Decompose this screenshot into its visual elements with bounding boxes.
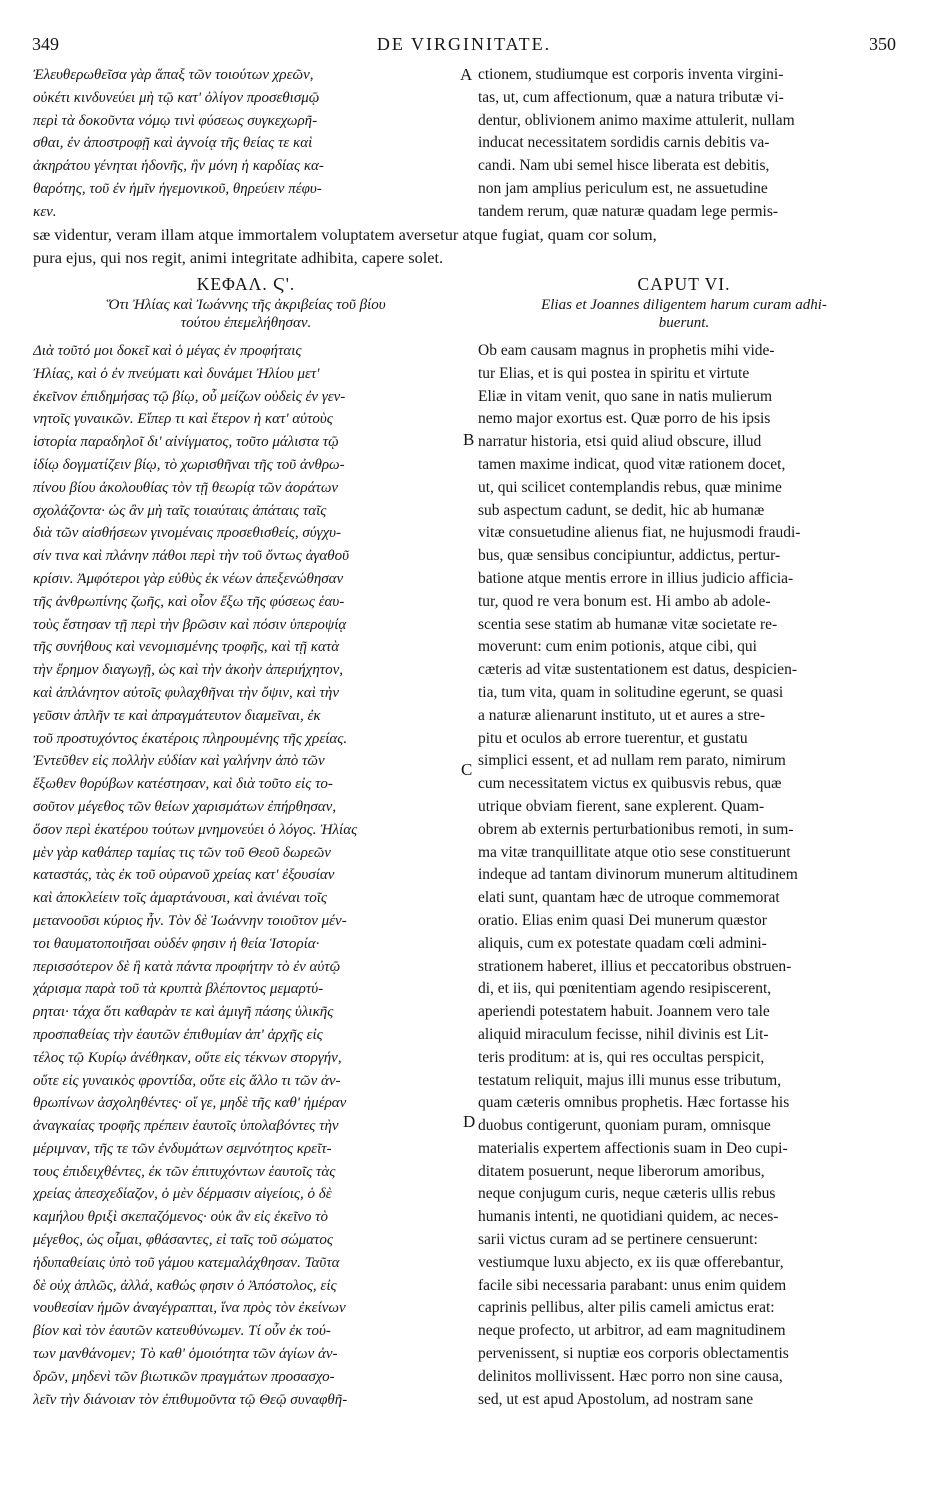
- text-line: aperiendi potestatem habuit. Joannem vero tale: [478, 1003, 770, 1021]
- text-line: aliquis, cum ex potestate quadam cœli admini-: [478, 934, 767, 952]
- text-line: duobus contigerunt, quoniam puram, omnisque: [478, 1117, 771, 1135]
- page-number-left: 349: [32, 34, 59, 54]
- text-line: βίον καὶ τὸν ἑαυτῶν κατευθύνωμεν. Τί οὖν ἐκ τού-: [33, 1323, 331, 1340]
- text-line: γεῦσιν ἁπλῆν τε καὶ ἀπραγμάτευτον διαμεῖναι, ἐκ: [33, 707, 321, 724]
- subtitle-line: Elias et Joannes diligentem harum curam adhi-: [541, 297, 827, 313]
- latin-chapter: [478, 272, 890, 1411]
- margin-letter-c: C: [461, 760, 473, 779]
- text-line: θρωπίνων ἀσχοληθέντες· οἵ γε, μηδὲ τῆς καθ' ἡμέραν: [33, 1095, 347, 1112]
- text-line: νητοῖς γυναικῶν. Εἴπερ τι καὶ ἕτερον ἡ κατ' αὐτοὺς: [33, 411, 333, 428]
- text-line: καὶ ἀπλάνητον αὐτοῖς φυλαχθῆναι τὴν ὄψιν, καὶ τὴν: [33, 684, 339, 701]
- text-line: utrique obviam fierent, sane explerent. Quam-: [478, 797, 765, 815]
- text-line: strationem haberet, illius et peccatoribus obstruen-: [478, 957, 792, 975]
- text-line: χάρισμα παρὰ τοῦ τὰ κρυπτὰ βλέποντος μεμαρτύ-: [33, 981, 324, 998]
- text-line: ἱστορία παραδηλοῖ δι' αἰνίγματος, τοῦτο μάλιστα τῷ: [33, 434, 339, 451]
- text-line: caprinis pellibus, alter pilis cameli amictus erat:: [478, 1299, 775, 1317]
- text-line: obrem ab externis perturbationibus remoti, in sum-: [478, 820, 794, 838]
- text-line: ἀναγκαίας τροφῆς πρέπειν ἑαυτοῖς ὑπολαβόντες τὴν: [33, 1118, 339, 1135]
- text-line: Ἐντεῦθεν εἰς πολλὴν εὐδίαν καὶ γαλήνην ἀπὸ τῶν: [33, 753, 325, 770]
- text-line: τῆς ἀνθρωπίνης ζωῆς, καὶ οἷον ἔξω τῆς φύσεως ἑαυ-: [33, 593, 345, 610]
- text-line: ut, qui scilicet contemplandis rebus, quæ minime: [478, 478, 782, 496]
- text-line: σθαι, ἐν ἀποστροφῇ καὶ ἀγνοίᾳ τῆς θείας τε καὶ: [33, 135, 313, 152]
- text-line: κεν.: [33, 203, 57, 220]
- text-line: cæteris ad vitæ sustentationem est datus, despicien-: [478, 661, 797, 679]
- text-line: dentur, oblivionem animo maxime attulerit, nullam: [478, 111, 795, 129]
- text-line: ditatem posuerunt, neque liberorum amoribus,: [478, 1162, 765, 1180]
- latin-intro-column: [478, 64, 890, 224]
- page-number-right: 350: [869, 34, 896, 54]
- text-line: οὔτε εἰς γυναικὸς φροντίδα, οὔτε εἰς ἄλλο τι τῶν ἀν-: [33, 1072, 341, 1089]
- text-line: τοι θαυματοποιῆσαι οὐδέν φησιν ἡ θεία Ἱστορία·: [33, 935, 320, 952]
- subtitle-line: buerunt.: [658, 315, 710, 331]
- text-line: σίν τινα καὶ πλάνην πάθοι περὶ τὴν τοῦ ὄντως ἀγαθοῦ: [33, 548, 349, 565]
- text-line: tur, quod re vera bonum est. Hi ambo ab adole-: [478, 592, 771, 610]
- text-line: τῆς συνήθους καὶ νενομισμένης τροφῆς, καὶ τῇ κατὰ: [33, 639, 340, 656]
- text-line: πίνου βίου ἀκολουθίας τὸν τῇ θεωρίᾳ τῶν ἀοράτων: [33, 479, 339, 496]
- text-line: batione atque mentis errore in illius judicio afficia-: [478, 569, 794, 587]
- text-line: pervenissent, si nuptiæ eos corporis oblectamentis: [478, 1345, 789, 1363]
- text-line: περὶ τὰ δοκοῦντα νόμῳ τινὶ φύσεως συγκεχωρῆ-: [33, 112, 318, 129]
- text-line: elati sunt, quantam hæc de utroque commemorat: [478, 889, 780, 907]
- text-line: διὰ τῶν αἰσθήσεων γινομέναις προσεθισθείς, σύγχυ-: [33, 525, 342, 542]
- text-line: cum necessitatem victus ex quibusvis rebus, quæ: [478, 775, 782, 793]
- text-line: ρηται· τάχα ὅτι καθαρὰν τε καὶ ἀμιγῆ πάσης ὑλικῆς: [33, 1004, 334, 1021]
- text-line: ἔξωθεν θορύβων κατέστησαν, καὶ διὰ τοῦτο εἰς το-: [33, 776, 333, 793]
- text-line: tandem rerum, quæ naturæ quadam lege permis-: [478, 202, 779, 220]
- text-line: μὲν γὰρ καθάπερ ταμίας τις τῶν τοῦ Θεοῦ δωρεῶν: [33, 844, 331, 861]
- text-line: τοὺς ἔστησαν τῇ περὶ τὴν βρῶσιν καὶ πόσιν ὑπεροψίᾳ: [33, 616, 347, 633]
- text-line: μέγεθος, ὡς οἶμαι, φθάσαντες, εἰ ταῖς τοῦ σώματος: [33, 1232, 334, 1249]
- latin-chapter-heading: CAPUT VI.: [637, 274, 731, 294]
- text-line: οὐκέτι κινδυνεύει μὴ τῷ κατ' ὀλίγον προσεθισμῷ: [33, 89, 320, 106]
- text-line: ἀκηράτου γένηται ἡδονῆς, ἣν μόνη ἡ καρδίας κα-: [33, 158, 324, 175]
- text-line: Ob eam causam magnus in prophetis mihi vide-: [478, 342, 775, 359]
- text-line: Ἐλευθερωθεῖσα γὰρ ἅπαξ τῶν τοιούτων χρεῶν,: [33, 67, 314, 83]
- text-line: ctionem, studiumque est corporis inventa virgini-: [478, 66, 784, 83]
- text-line: sed, ut est apud Apostolum, ad nostram sane: [478, 1390, 754, 1408]
- text-line: ἰδίῳ δογματίζειν βίῳ, τὸ χωρισθῆναι τῆς τοῦ ἀνθρω-: [33, 456, 345, 473]
- text-line: τέλος τῷ Κυρίῳ ἀνέθηκαν, οὔτε εἰς τέκνων στοργήν,: [33, 1049, 342, 1066]
- text-line: Eliæ in vitam venit, quo sane in natis mulierum: [478, 387, 773, 405]
- latin-chapter-subtitle: [478, 296, 890, 332]
- text-line: non jam amplius periculum est, ne assuetudine: [478, 179, 768, 197]
- text-line: προσπαθείας τὴν ἑαυτῶν ἐπιθυμίαν ἀπ' ἀρχῆς εἰς: [33, 1026, 323, 1043]
- text-line: inducat necessitatem sordidis carnis debitis va-: [478, 134, 770, 152]
- text-line: δρῶν, μηδενὶ τῶν βιωτικῶν πραγμάτων προσασχο-: [33, 1368, 335, 1385]
- text-line: δὲ οὐχ ἁπλῶς, ἀλλά, καθώς φησιν ὁ Ἀπόστολος, εἰς: [33, 1277, 337, 1294]
- text-line: facile sibi necessaria parabant: unus enim quidem: [478, 1276, 787, 1294]
- text-line: candi. Nam ubi semel hisce liberata est debitis,: [478, 157, 770, 175]
- text-line: nemo major exortus est. Quæ porro de his ipsis: [478, 410, 771, 428]
- text-line: χρείας ἀπεσχεδίαζον, ὁ μὲν δέρμασιν αἰγείοις, ὁ δὲ: [33, 1186, 332, 1203]
- text-line: ἐκεῖνον ἐπιδημήσας τῷ βίῳ, οὗ μείζων οὐδεὶς ἐν γεν-: [33, 388, 346, 405]
- text-line: καταστάς, τὰς ἐκ τοῦ οὐρανοῦ χρείας κατ' ἐξουσίαν: [33, 867, 335, 884]
- text-line: moverunt: cum enim potionis, atque cibi, qui: [478, 638, 757, 656]
- text-line: sarii victus curam ad se pertinere censuerunt:: [478, 1231, 758, 1249]
- text-line: sub aspectum cadunt, se dedit, hic ab humanæ: [478, 501, 765, 519]
- text-line: τοῦ προστυχόντος ἑκατέροις πληρουμένης τῆς χρείας.: [33, 730, 348, 747]
- text-line: oratio. Elias enim quasi Dei munerum quæstor: [478, 911, 767, 929]
- greek-chapter-heading: ΚΕΦΑΛ. Ϛ'.: [196, 274, 296, 294]
- text-line: quam cæteris omnibus prophetis. Hæc fortasse his: [478, 1094, 790, 1112]
- text-line: κρίσιν. Ἀμφότεροι γὰρ εὐθὺς ἐκ νέων ἀπεξενώθησαν: [33, 570, 344, 587]
- text-line: ἡδυπαθείαις ὑπὸ τοῦ γάμου κατεμαλάχθησαν. Ταῦτα: [33, 1254, 340, 1271]
- subtitle-line: τούτου ἐπεμελήθησαν.: [180, 315, 312, 331]
- text-line: scentia sese statim ab humanæ vitæ societate re-: [478, 615, 778, 633]
- text-line: τὴν ἔρημον διαγωγῇ, ὡς καὶ τὴν ἀκοὴν ἀπεριήχητον,: [33, 662, 344, 679]
- text-line: humanis intenti, ne quotidiani quidem, ac neces-: [478, 1208, 779, 1226]
- text-line: indeque ad tantam divinorum munerum altitudinem: [478, 866, 798, 884]
- margin-letter-a: A: [460, 65, 473, 84]
- text-line: νουθεσίαν ἡμῶν ἀναγέγραπται, ἵνα πρὸς τὸν ἐκείνων: [33, 1300, 346, 1317]
- text-line: καμήλου θριξὶ σκεπαζόμενος· οὐκ ἂν εἰς ἐκεῖνο τὸ: [33, 1209, 329, 1226]
- text-line: Διὰ τοῦτό μοι δοκεῖ καὶ ὁ μέγας ἐν προφήταις: [33, 343, 302, 359]
- text-line: σοῦτον μέγεθος τῶν θείων χαρισμάτων ἐπήρθησαν,: [33, 798, 337, 815]
- subtitle-line: Ὅτι Ἠλίας καὶ Ἰωάννης τῆς ἀκριβείας τοῦ βίου: [106, 297, 386, 313]
- text-line: tas, ut, cum affectionum, quæ a natura tributæ vi-: [478, 88, 784, 106]
- text-line: σχολάζοντα· ὡς ἂν μὴ ταῖς τοιαύταις ἀπάταις ταῖς: [33, 502, 327, 519]
- text-line: materialis expertem affectionis suam in Deo cupi-: [478, 1139, 788, 1157]
- text-line: pitu et oculos ab errore tuerentur, et gustatu: [478, 729, 748, 747]
- text-line: περισσότερον δὲ ἢ κατὰ πάντα προφήτην τὸ ἐν αὐτῷ: [33, 958, 341, 975]
- text-line: tamen maxime indicat, quod vitæ rationem docet,: [478, 455, 786, 473]
- text-line: tur Elias, et is qui postea in spiritu et virtute: [478, 364, 750, 382]
- text-line: teris proditum: at is, qui res occultas perspicit,: [478, 1048, 765, 1066]
- text-line: μετανοοῦσι κύριος ἦν. Τὸν δὲ Ἰωάννην τοιοῦτον μέν-: [33, 912, 347, 929]
- margin-letter-d: D: [463, 1112, 476, 1131]
- text-line: delinitos mollivissent. Hæc porro non sine causa,: [478, 1367, 783, 1385]
- greek-chapter: [33, 272, 459, 1411]
- text-line: μέριμναν, τῆς τε τῶν ἐνδυμάτων σεμνότητος κρεῖτ-: [33, 1140, 332, 1157]
- margin-letter-b: B: [463, 430, 475, 449]
- text-line: θαρότης, τοῦ ἐν ἡμῖν ἡγεμονικοῦ, θηρεύειν πέφυ-: [33, 180, 322, 197]
- text-line: simplici essent, et ad nullam rem parato, nimirum: [478, 752, 786, 770]
- text-line: neque profecto, ut arbitror, ad eam magnitudinem: [478, 1322, 786, 1340]
- text-line: aliquid miraculum fecisse, nihil divinis est Lit-: [478, 1025, 769, 1043]
- running-title: DE VIRGINITATE.: [376, 34, 552, 54]
- text-line: καὶ ἀποκλείειν τοῖς ἁμαρτάνουσι, καὶ ἀνιέναι τοῖς: [33, 890, 328, 907]
- greek-chapter-body: [33, 340, 459, 1411]
- text-line: sæ videntur, veram illam atque immortalem voluptatem aversetur atque fugiat, quam cor solum,: [33, 225, 657, 244]
- text-line: narratur historia, etsi quid aliud obscure, illud: [478, 433, 762, 451]
- latin-full-width-text: [33, 224, 890, 270]
- running-header: [18, 34, 910, 56]
- text-line: tia, tum vita, quam in solitudine egerunt, se quasi: [478, 683, 784, 701]
- text-line: vitæ consuetudine alienus fiat, ne hujusmodi fraudi-: [478, 524, 801, 542]
- text-line: a naturæ alienarunt instituto, ut et aures a stre-: [478, 706, 766, 724]
- greek-chapter-subtitle: [33, 296, 459, 332]
- text-line: di, et iis, qui pœnitentiam agendo resipiscerent,: [478, 980, 772, 998]
- text-line: τους ἐπιδειχθέντες, ἐκ τῶν ἐπιτυχόντων ἑαυτοῖς τὰς: [33, 1163, 336, 1180]
- greek-intro-column: [33, 64, 459, 224]
- text-line: bus, quæ sensibus concipiuntur, addictus, pertur-: [478, 547, 781, 565]
- text-line: vestiumque luxu abjecto, ex iis quæ offerebantur,: [478, 1253, 784, 1271]
- text-line: neque conjugum curis, neque cæteris ullis rebus: [478, 1185, 776, 1203]
- text-line: λεῖν τὴν διάνοιαν τὸν ἐπιθυμοῦντα τῷ Θεῷ συναφθῆ-: [33, 1391, 348, 1408]
- text-line: testatum reliquit, majus illi munus esse tributum,: [478, 1071, 782, 1089]
- text-line: των μανθάνομεν; Τὸ καθ' ὁμοιότητα τῶν ἁγίων ἀν-: [33, 1346, 338, 1363]
- text-line: ὅσον περὶ ἑκατέρου τούτων μνημονεύει ὁ λόγος. Ἠλίας: [33, 821, 358, 838]
- text-line: ma vitæ tranquillitate atque otio sese constituerunt: [478, 843, 791, 861]
- text-line: pura ejus, qui nos regit, animi integritate adhibita, capere solet.: [33, 247, 444, 267]
- latin-chapter-body: [478, 340, 890, 1411]
- text-line: Ἠλίας, καὶ ὁ ἐν πνεύματι καὶ δυνάμει Ἠλίου μετ': [33, 365, 320, 382]
